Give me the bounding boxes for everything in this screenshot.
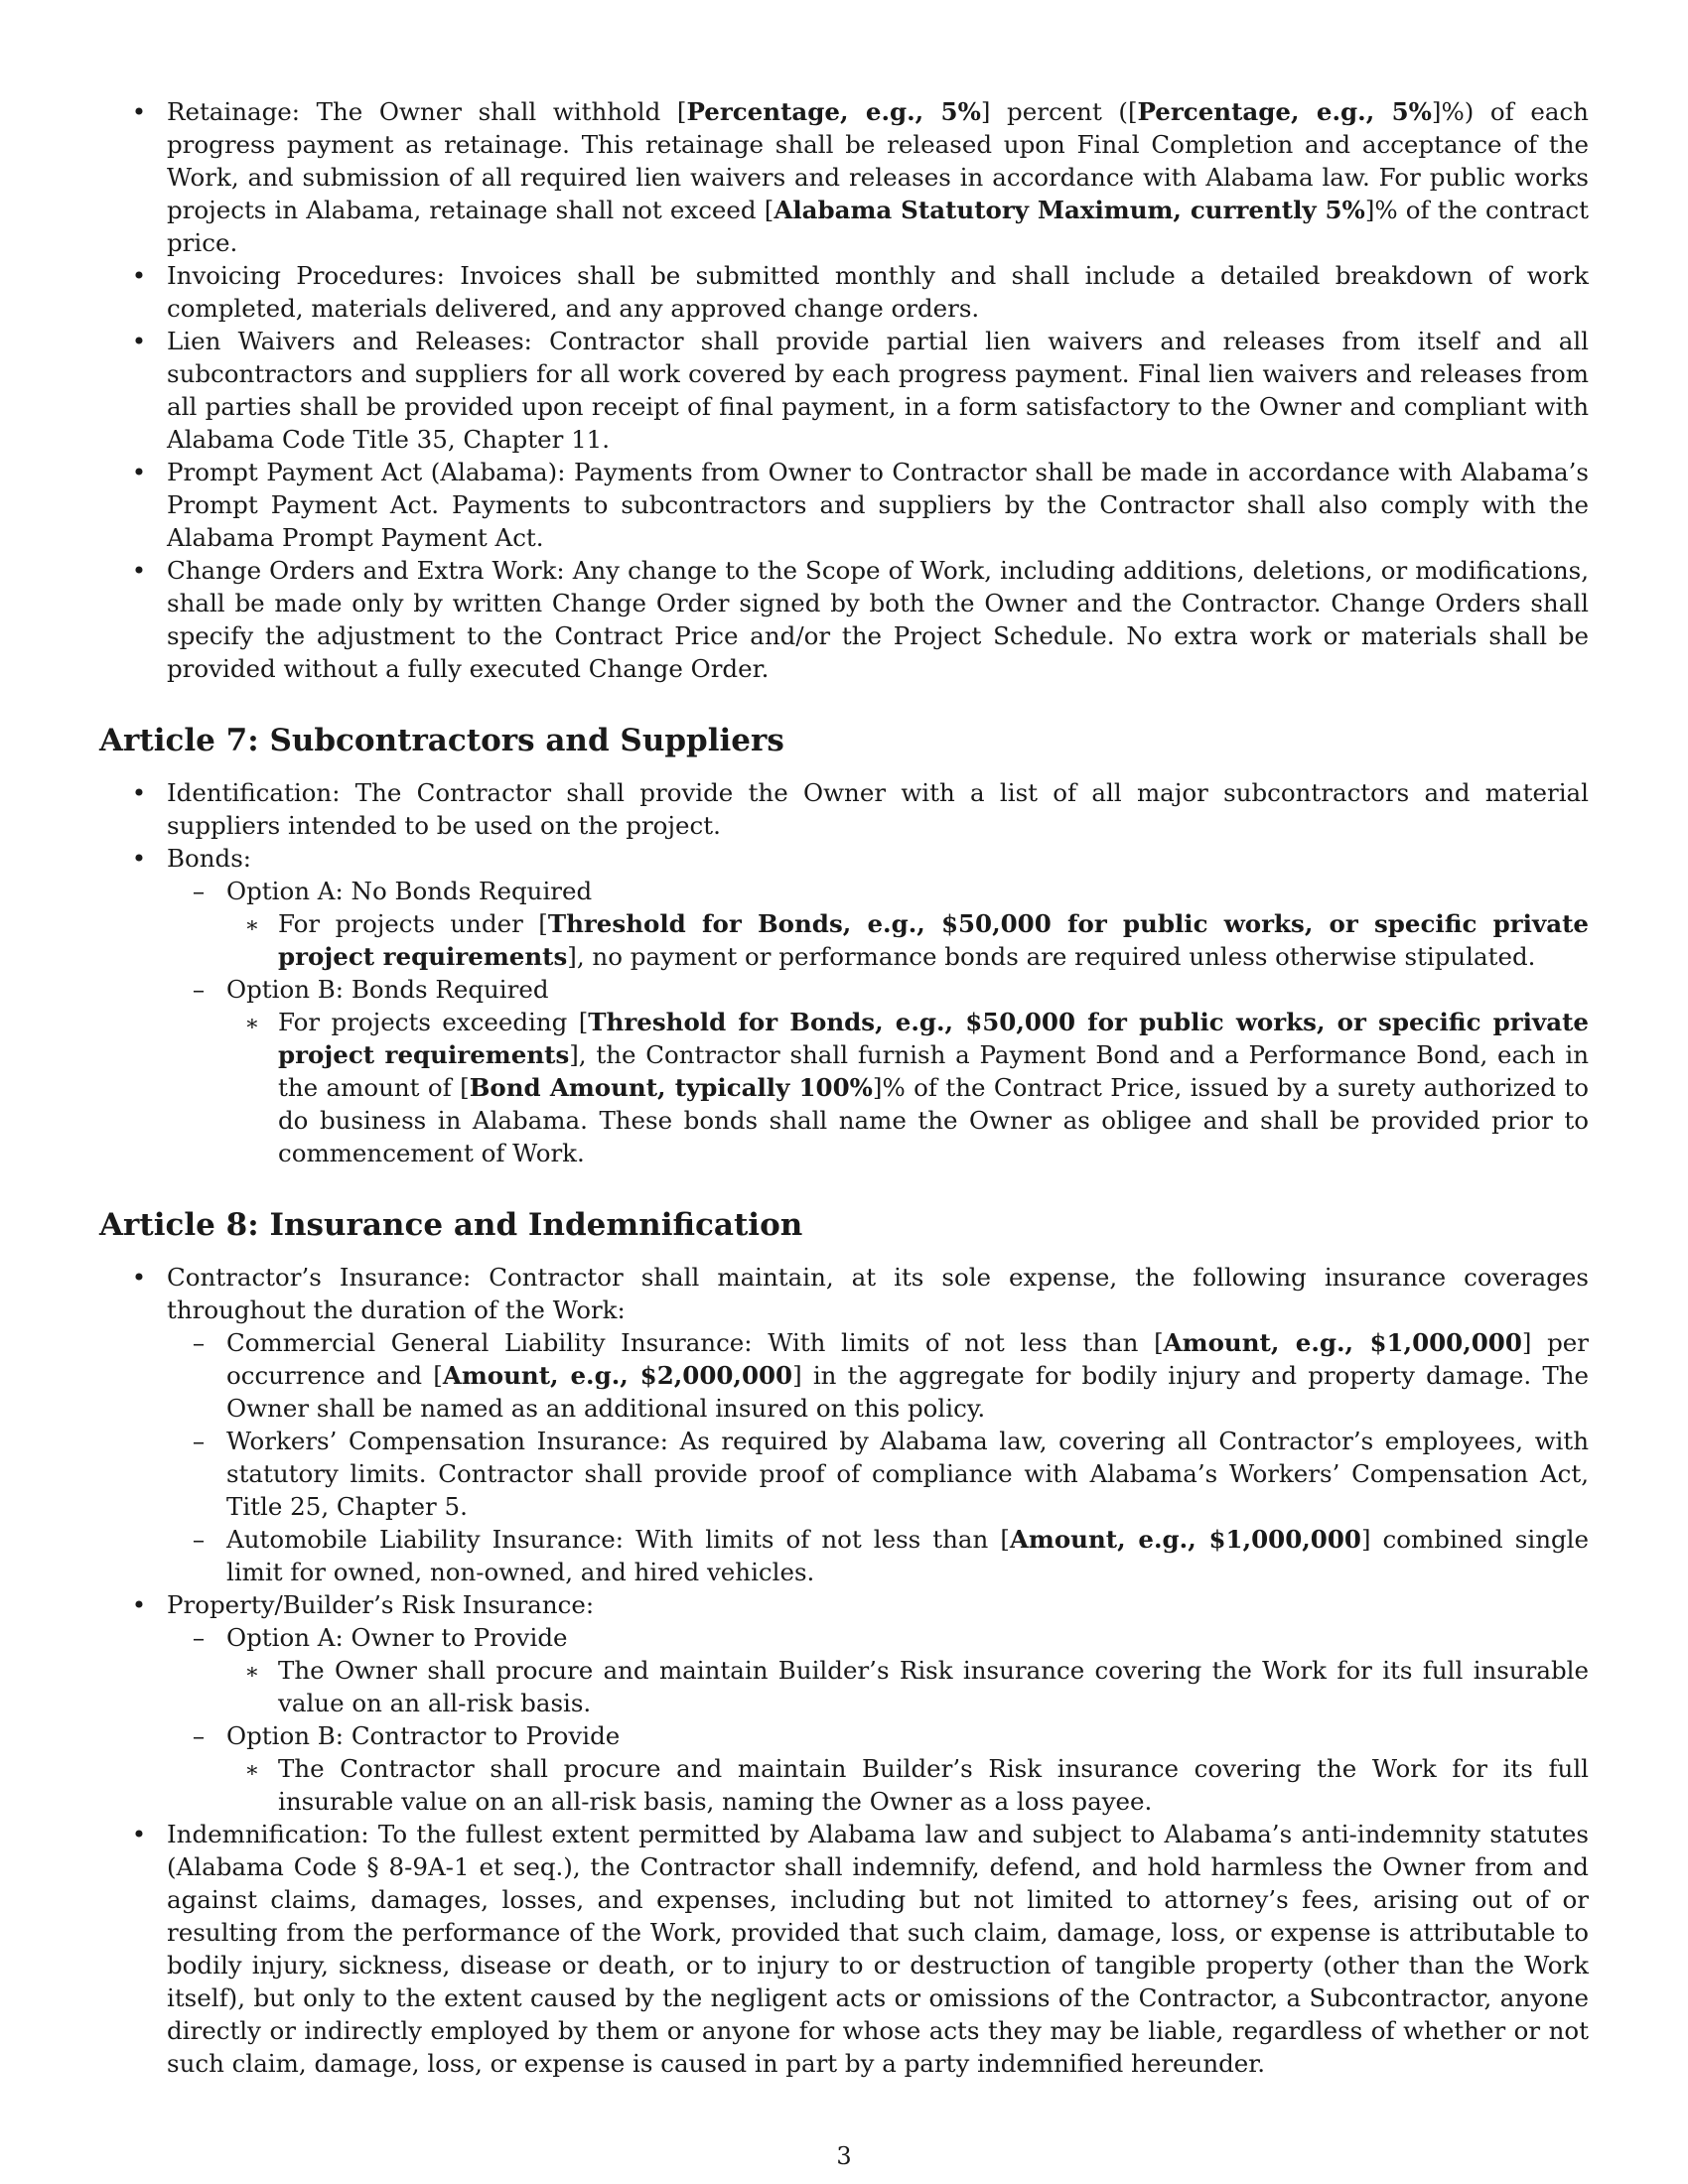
- dash-marker: –: [192, 1623, 206, 1652]
- property-option-a-details: [226, 1654, 1589, 1719]
- list-item-prompt-payment: • Prompt Payment Act (Alabama): Payments from Owner to Contractor shall be made in accordance with Alabama’s Prompt Payment Act. Payments to subcontractors and suppliers by the Contractor shall also comply with the Alabama Prompt Payment Act.: [99, 456, 1589, 554]
- coverage-workers-comp: – Workers’ Compensation Insurance: As required by Alabama law, covering all Contractor’s employees, with statutory limits. Contractor shall provide proof of compliance with Alabama’s Workers’ Compensation Act, Title 25, Chapter 5.: [167, 1425, 1589, 1523]
- bullet-marker: •: [131, 1590, 147, 1619]
- article-8-list: [99, 1261, 1589, 2080]
- dash-marker: –: [192, 1328, 206, 1357]
- bullet-marker: •: [131, 556, 147, 585]
- star-marker: ∗: [244, 1012, 260, 1036]
- bullet-marker: •: [131, 261, 147, 290]
- list-item-identification: • Identification: The Contractor shall provide the Owner with a list of all major subcontractors and material suppliers intended to be used on the project.: [99, 776, 1589, 842]
- property-option-b-details: [226, 1752, 1589, 1818]
- document-page: [99, 95, 1589, 2080]
- bullet-marker: •: [131, 844, 147, 873]
- star-marker: ∗: [244, 1758, 260, 1783]
- bond-option-a: – Option A: No Bonds Required ∗ For projects under [Threshold for Bonds, e.g., $50,000 for public works, or specific private project requirements], no payment or performance bonds are required unless otherwise stipulated.: [167, 875, 1589, 973]
- bullet-marker: •: [131, 458, 147, 486]
- property-option-b: – Option B: Contractor to Provide ∗ The Contractor shall procure and maintain Builder’s Risk insurance covering the Work for its full insurable value on an all-risk basis, naming the Owner as a loss payee.: [167, 1719, 1589, 1818]
- bond-option-a-details: [226, 907, 1589, 973]
- bond-option-a-text: ∗ For projects under [Threshold for Bonds, e.g., $50,000 for public works, or specific private project requirements], no payment or performance bonds are required unless otherwise stipulated.: [226, 907, 1589, 973]
- bullet-marker: •: [131, 1263, 147, 1292]
- coverage-cgl: – Commercial General Liability Insurance: With limits of not less than [Amount, e.g., $1,000,000] per occurrence and [Amount, e.g., $2,000,000] in the aggregate for bodily injury and property damage. The Owner shall be named as an additional insured on this policy.: [167, 1326, 1589, 1425]
- list-item-indemnification: • Indemnification: To the fullest extent permitted by Alabama law and subject to Alabama’s anti-indemnity statutes (Alabama Code § 8-9A-1 et seq.), the Contractor shall indemnify, defend, and hold harmless the Owner from and against claims, damages, losses, and expenses, including but not limited to attorney’s fees, arising out of or resulting from the performance of the Work, provided that such claim, damage, loss, or expense is attributable to bodily injury, sickness, disease or death, or to injury to or destruction of tangible property (other than the Work itself), but only to the extent caused by the negligent acts or omissions of the Contractor, a Subcontractor, anyone directly or indirectly employed by them or anyone for whose acts they may be liable, regardless of whether or not such claim, damage, loss, or expense is caused in part by a party indemnified hereunder.: [99, 1818, 1589, 2080]
- list-item-bonds: • Bonds: – Option A: No Bonds Required ∗ For projects under [Threshold for Bonds, e.g., $50,000 for public works, or specific private project requirements], no payment or performance bonds are required unless otherwise stipulated. – Option B: Bonds Required ∗ For projects exceeding [Threshold for Bonds, e.g., $50,000 for public works, or specific private project requirements], the Contractor shall furnish a Payment Bond and a Performance Bond, each in the amount of [Bond Amount, typically 100%]% of the Contract Price, issued by a surety authorized to do business in Alabama. These bonds shall name the Owner as obligee and shall be provided prior to commencement of Work.: [99, 842, 1589, 1169]
- list-item-retainage: • Retainage: The Owner shall withhold [Percentage, e.g., 5%] percent ([Percentage, e.g., 5%]%) of each progress payment as retainage. This retainage shall be released upon Final Completion and acceptance of the Work, and submission of all required lien waivers and releases in accordance with Alabama law. For public works projects in Alabama, retainage shall not exceed [Alabama Statutory Maximum, currently 5%]% of the contract price.: [99, 95, 1589, 259]
- bond-option-b: – Option B: Bonds Required ∗ For projects exceeding [Threshold for Bonds, e.g., $50,000 for public works, or specific private project requirements], the Contractor shall furnish a Payment Bond and a Performance Bond, each in the amount of [Bond Amount, typically 100%]% of the Contract Price, issued by a surety authorized to do business in Alabama. These bonds shall name the Owner as obligee and shall be provided prior to commencement of Work.: [167, 973, 1589, 1169]
- property-option-b-text: ∗ The Contractor shall procure and maintain Builder’s Risk insurance covering the Work for its full insurable value on an all-risk basis, naming the Owner as a loss payee.: [226, 1752, 1589, 1818]
- dash-marker: –: [192, 877, 206, 905]
- property-options-list: [167, 1621, 1589, 1818]
- coverage-auto: – Automobile Liability Insurance: With limits of not less than [Amount, e.g., $1,000,000] combined single limit for owned, non-owned, and hired vehicles.: [167, 1523, 1589, 1588]
- article-7-heading: Article 7: Subcontractors and Suppliers: [99, 723, 784, 758]
- star-marker: ∗: [244, 913, 260, 938]
- list-item-invoicing: • Invoicing Procedures: Invoices shall be submitted monthly and shall include a detailed breakdown of work completed, materials delivered, and any approved change orders.: [99, 259, 1589, 325]
- dash-marker: –: [192, 1427, 206, 1455]
- bond-option-b-details: [226, 1006, 1589, 1169]
- list-item-change-orders: • Change Orders and Extra Work: Any change to the Scope of Work, including additions, deletions, or modifications, shall be made only by written Change Order signed by both the Owner and the Contractor. Change Orders shall specify the adjustment to the Contract Price and/or the Project Schedule. No extra work or materials shall be provided without a fully executed Change Order.: [99, 554, 1589, 685]
- star-marker: ∗: [244, 1660, 260, 1685]
- insurance-coverages-list: [167, 1326, 1589, 1588]
- article-8-heading: Article 8: Insurance and Indemnification: [99, 1207, 803, 1243]
- dash-marker: –: [192, 975, 206, 1004]
- dash-marker: –: [192, 1525, 206, 1554]
- property-option-a: – Option A: Owner to Provide ∗ The Owner shall procure and maintain Builder’s Risk insurance covering the Work for its full insurable value on an all-risk basis.: [167, 1621, 1589, 1719]
- dash-marker: –: [192, 1721, 206, 1750]
- page-number: 3: [836, 2142, 852, 2170]
- bullet-marker: •: [131, 327, 147, 355]
- bullet-marker: •: [131, 778, 147, 807]
- article-7-list: [99, 776, 1589, 1169]
- bullet-marker: •: [131, 1820, 147, 1848]
- list-item-contractors-insurance: • Contractor’s Insurance: Contractor shall maintain, at its sole expense, the following insurance coverages throughout the duration of the Work: – Commercial General Liability Insurance: With limits of not less than [Amount, e.g., $1,000,000] per occurrence and [Amount, e.g., $2,000,000] in the aggregate for bodily injury and property damage. The Owner shall be named as an additional insured on this policy. – Workers’ Compensation Insurance: As required by Alabama law, covering all Contractor’s employees, with statutory limits. Contractor shall provide proof of compliance with Alabama’s Workers’ Compensation Act, Title 25, Chapter 5. – Automobile Liability Insurance: With limits of not less than [Amount, e.g., $1,000,000] combined single limit for owned, non-owned, and hired vehicles.: [99, 1261, 1589, 1588]
- property-option-a-text: ∗ The Owner shall procure and maintain Builder’s Risk insurance covering the Work for its full insurable value on an all-risk basis.: [226, 1654, 1589, 1719]
- list-item-lien-waivers: • Lien Waivers and Releases: Contractor shall provide partial lien waivers and releases from itself and all subcontractors and suppliers for all work covered by each progress payment. Final lien waivers and releases from all parties shall be provided upon receipt of final payment, in a form satisfactory to the Owner and compliant with Alabama Code Title 35, Chapter 11.: [99, 325, 1589, 456]
- bond-options-list: [167, 875, 1589, 1169]
- list-item-property-insurance: • Property/Builder’s Risk Insurance: – Option A: Owner to Provide ∗ The Owner shall procure and maintain Builder’s Risk insurance covering the Work for its full insurable value on an all-risk basis. – Option B: Contractor to Provide ∗ The Contractor shall procure and maintain Builder’s Risk insurance covering the Work for its full insurable value on an all-risk basis, naming the Owner as a loss payee.: [99, 1588, 1589, 1818]
- payment-terms-list: [99, 95, 1589, 685]
- bullet-marker: •: [131, 97, 147, 126]
- bond-option-b-text: ∗ For projects exceeding [Threshold for Bonds, e.g., $50,000 for public works, or specific private project requirements], the Contractor shall furnish a Payment Bond and a Performance Bond, each in the amount of [Bond Amount, typically 100%]% of the Contract Price, issued by a surety authorized to do business in Alabama. These bonds shall name the Owner as obligee and shall be provided prior to commencement of Work.: [226, 1006, 1589, 1169]
